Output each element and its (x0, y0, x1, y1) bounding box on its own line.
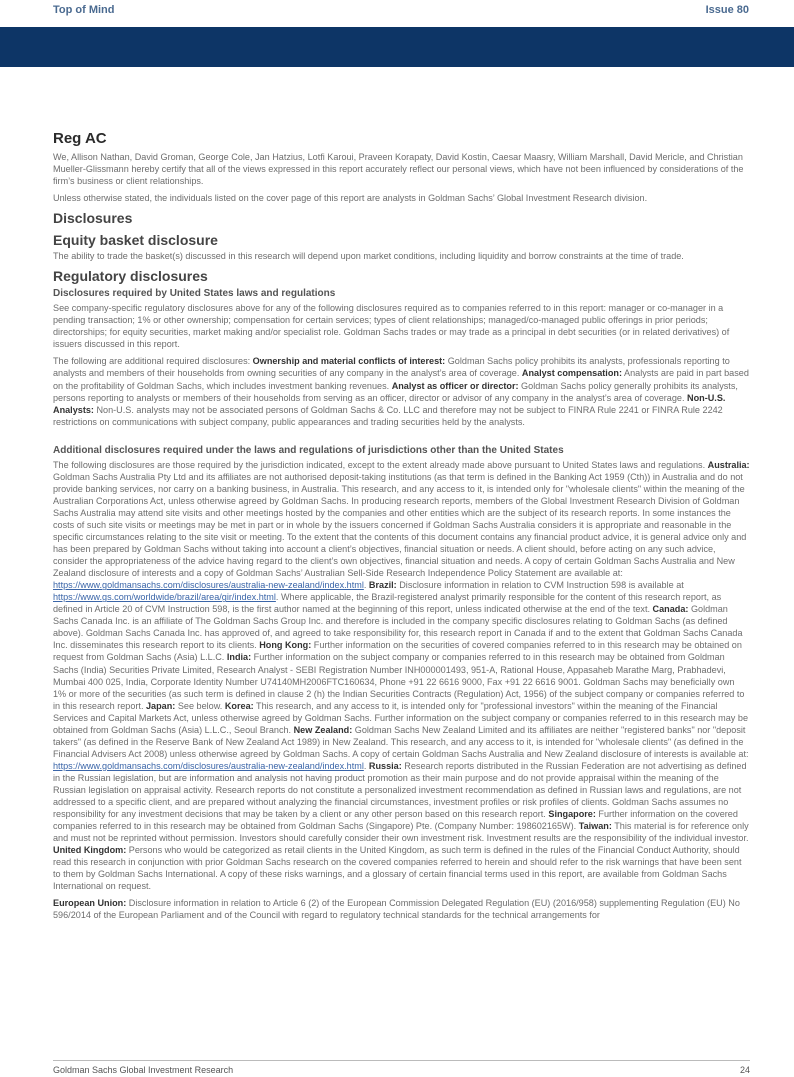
us-disclosures-heading: Disclosures required by United States laws and regulations (53, 288, 336, 300)
taiwan-label: Taiwan: (578, 821, 612, 832)
singapore-label: Singapore: (548, 809, 596, 820)
non-us-label: Non-U.S. Analysts: (53, 392, 726, 415)
page-footer (53, 1060, 750, 1075)
brazil-label: Brazil: (368, 580, 397, 591)
reg-ac-heading: Reg AC (53, 130, 107, 147)
reg-ac-certification: We, Allison Nathan, David Groman, George Cole, Jan Hatzius, Lotfi Karoui, Praveen Korapaty, David Kostin, Caesar Maasry, William Marshall, David Mericle, and Christian Mueller-Glissmann hereby certify that all of the views expressed in this report accurately reflect our personal views, which have not been influenced by considerations of the firm’s business or client relationships. (53, 152, 744, 187)
korea-label: Korea: (224, 700, 254, 711)
equity-basket-text: The ability to trade the basket(s) discussed in this research will depend upon market conditions, including liquidity and borrow constraints at the time of trade. (53, 251, 684, 262)
hong-kong-label: Hong Kong: (259, 640, 312, 651)
compensation-label: Analyst compensation: (521, 368, 622, 379)
running-header (0, 0, 794, 22)
additional-disclosures-heading: Additional disclosures required under the laws and regulations of jurisdictions other than the United States (53, 444, 564, 456)
equity-basket-heading: Equity basket disclosure (53, 232, 218, 249)
european-union-label: European Union: (53, 898, 127, 909)
regulatory-heading: Regulatory disclosures (53, 268, 208, 285)
officer-label: Analyst as officer or director: (391, 380, 519, 391)
page-content (53, 130, 750, 926)
australia-disclosure-link[interactable]: https://www.goldmansachs.com/disclosures/australia-new-zealand/index.html (53, 580, 364, 591)
us-additional-disclosures: The following are additional required disclosures: Ownership and material conflicts of interest: Goldman Sachs policy prohibits its analysts, professionals reporting to analysts and members of their households from owning securities of any company in the analyst’s area of coverage. Analyst compensation: Analysts are paid in part based on the profitability of Goldman Sachs, which includes investment banking revenues. Analyst as officer or director: Goldman Sachs policy generally prohibits its analysts, persons reporting to analysts or members of their households from serving as an officer, director or advisor of any company in the analyst’s area of coverage. Non-U.S. Analysts: Non-U.S. analysts may not be associated persons of Goldman Sachs & Co. LLC and therefore may not be subject to FINRA Rule 2241 or FINRA Rule 2242 restrictions on communications with subject company, public appearances and trading securities held by the analysts. (53, 356, 749, 427)
publication-title: Top of Mind (53, 4, 115, 16)
us-disclosures-text: See company-specific regulatory disclosures above for any of the following disclosures required as to companies referred to in this report: manager or co-manager in a pending transaction; 1% or other ownership; compensation for certain services; types of client relationships; managed/co-managed public offerings in prior periods; directorships; for equity securities, market making and/or specialist role. Goldman Sachs trades or may trade as a principal in debt securities (or in related derivatives) of issuers discussed in this report. (53, 303, 730, 350)
australia-label: Australia: (707, 459, 750, 470)
russia-label: Russia: (368, 760, 402, 771)
ownership-label: Ownership and material conflicts of interest: (252, 356, 446, 367)
india-label: India: (226, 652, 252, 663)
united-kingdom-label: United Kingdom: (53, 845, 127, 856)
jurisdiction-disclosures: The following disclosures are those required by the jurisdiction indicated, except to the extent already made above pursuant to United States laws and regulations. Australia: Goldman Sachs Australia Pty Ltd and its affiliates are not authorised deposit-taking institutions (as that term is defined in the Banking Act 1959 (Cth)) in Australia and do not provide banking services, nor carry on a banking business, in Australia. This research, and any access to it, is intended only for "wholesale clients" within the meaning of the Australian Corporations Act, unless otherwise agreed by Goldman Sachs. In producing research reports, members of the Global Investment Research Division of Goldman Sachs Australia may attend site visits and other meetings hosted by the companies and other entities which are the subject of its research reports. In some instances the costs of such site visits or meetings may be met in part or in whole by the issuers concerned if Goldman Sachs Australia considers it is appropriate and reasonable in the specific circumstances relating to the site visit or meeting. To the extent that the contents of this document contains any financial product advice, it is general advice only and has been prepared by Goldman Sachs without taking into account a client’s objectives, financial situation or needs. A client should, before acting on any such advice, consider the appropriateness of the advice having regard to the client’s own objectives, financial situation and needs. A copy of certain Goldman Sachs Australia and New Zealand disclosure of interests and a copy of Goldman Sachs’ Australian Sell-Side Research Independence Policy Statement are available at: https://www.goldmansachs.com/disclosures/australia-new-zealand/index.html. Brazil: Disclosure information in relation to CVM Instruction 598 is available at https://www.gs.com/worldwide/brazil/area/gir/index.html. Where applicable, the Brazil-registered analyst primarily responsible for the content of this research report, as defined in Article 20 of CVM Instruction 598, is the first author named at the beginning of this report, unless indicated otherwise at the end of the text. Canada: Goldman Sachs Canada Inc. is an affiliate of The Goldman Sachs Group Inc. and therefore is included in the company specific disclosures relating to Goldman Sachs (as defined above). Goldman Sachs Canada Inc. has approved of, and agreed to take responsibility for, this research report in Canada if and to the extent that Goldman Sachs Canada Inc. disseminates this research report to its clients. Hong Kong: Further information on the securities of covered companies referred to in this research may be obtained on request from Goldman Sachs (Asia) L.L.C. India: Further information on the subject company or companies referred to in this research may be obtained from Goldman Sachs (India) Securities Private Limited, Research Analyst - SEBI Registration Number INH000001493, 951-A, Rational House, Appasaheb Marathe Marg, Prabhadevi, Mumbai 400 025, India, Corporate Identity Number U74140MH2006FTC160634, Phone +91 22 6616 9000, Fax +91 22 6616 9001. Goldman Sachs may beneficially own 1% or more of the securities (as such term is defined in clause 2 (h) the Indian Securities Contracts (Regulation) Act, 1956) of the subject company or companies referred to in this research report. Japan: See below. Korea: This research, and any access to it, is intended only for "professional investors" within the meaning of the Financial Services and Capital Markets Act, unless otherwise agreed by Goldman Sachs. Further information on the subject company or companies referred to in this research may be obtained from Goldman Sachs (Asia) L.L.C., Seoul Branch. New Zealand: Goldman Sachs New Zealand Limited and its affiliates are neither "registered banks" nor "deposit takers" (as defined in the Reserve Bank of New Zealand Act 1989) in New Zealand. This research, and any access to it, is intended for "wholesale clients" (as defined in the Financial Advisers Act 2008) unless otherwise agreed by Goldman Sachs. A copy of certain Goldman Sachs Australia and New Zealand disclosure of interests is available at: https://www.goldmansachs.com/disclosures/australia-new-zealand/index.html. Russia: Research reports distributed in the Russian Federation are not advertising as defined in the Russian legislation, but are information and analysis not having product promotion as their main purpose and do not provide appraisal within the meaning of the Russian legislation on appraisal activity. Research reports do not constitute a personalized investment recommendation as defined in Russian laws and regulations, are not addressed to a specific client, and are prepared without analyzing the financial circumstances, investment profiles or risk profiles of clients. Goldman Sachs assumes no responsibility for any investment decisions that may be taken by a client or any other person based on this research report. Singapore: Further information on the covered companies referred to in this research may be obtained from Goldman Sachs (Singapore) Pte. (Company Number: 198602165W). Taiwan: This material is for reference only and must not be reprinted without permission. Investors should carefully consider their own investment risk. Investment results are the responsibility of the individual investor. United Kingdom: Persons who would be categorized as retail clients in the United Kingdom, as such term is defined in the rules of the Financial Conduct Authority, should read this research in conjunction with prior Goldman Sachs research on the covered companies referred to herein and should refer to the risk warnings that have been sent to them by Goldman Sachs International. A copy of these risks warnings, and a glossary of certain financial terms used in this report, are available from Goldman Sachs International on request. (53, 459, 750, 892)
disclosures-heading: Disclosures (53, 210, 133, 227)
european-union-disclosure: European Union: Disclosure information in relation to Article 6 (2) of the European Commission Delegated Regulation (EU) (2016/958) supplementing Regulation (EU) No 596/2014 of the European Parliament and of the Council with regard to regulatory technical standards for the technical arrangements for (53, 898, 740, 921)
japan-label: Japan: (146, 700, 176, 711)
new-zealand-disclosure-link[interactable]: https://www.goldmansachs.com/disclosures/australia-new-zealand/index.html (53, 760, 364, 771)
new-zealand-label: New Zealand: (293, 724, 353, 735)
brazil-disclosure-link[interactable]: https://www.gs.com/worldwide/brazil/area/gir/index.html (53, 592, 276, 603)
canada-label: Canada: (652, 604, 689, 615)
page-number: 24 (739, 1065, 750, 1075)
footer-source: Goldman Sachs Global Investment Research (53, 1065, 234, 1075)
reg-ac-analysts-note: Unless otherwise stated, the individuals listed on the cover page of this report are analysts in Goldman Sachs’ Global Investment Research division. (53, 193, 648, 204)
issue-number: Issue 80 (705, 4, 749, 16)
header-band (0, 27, 794, 67)
